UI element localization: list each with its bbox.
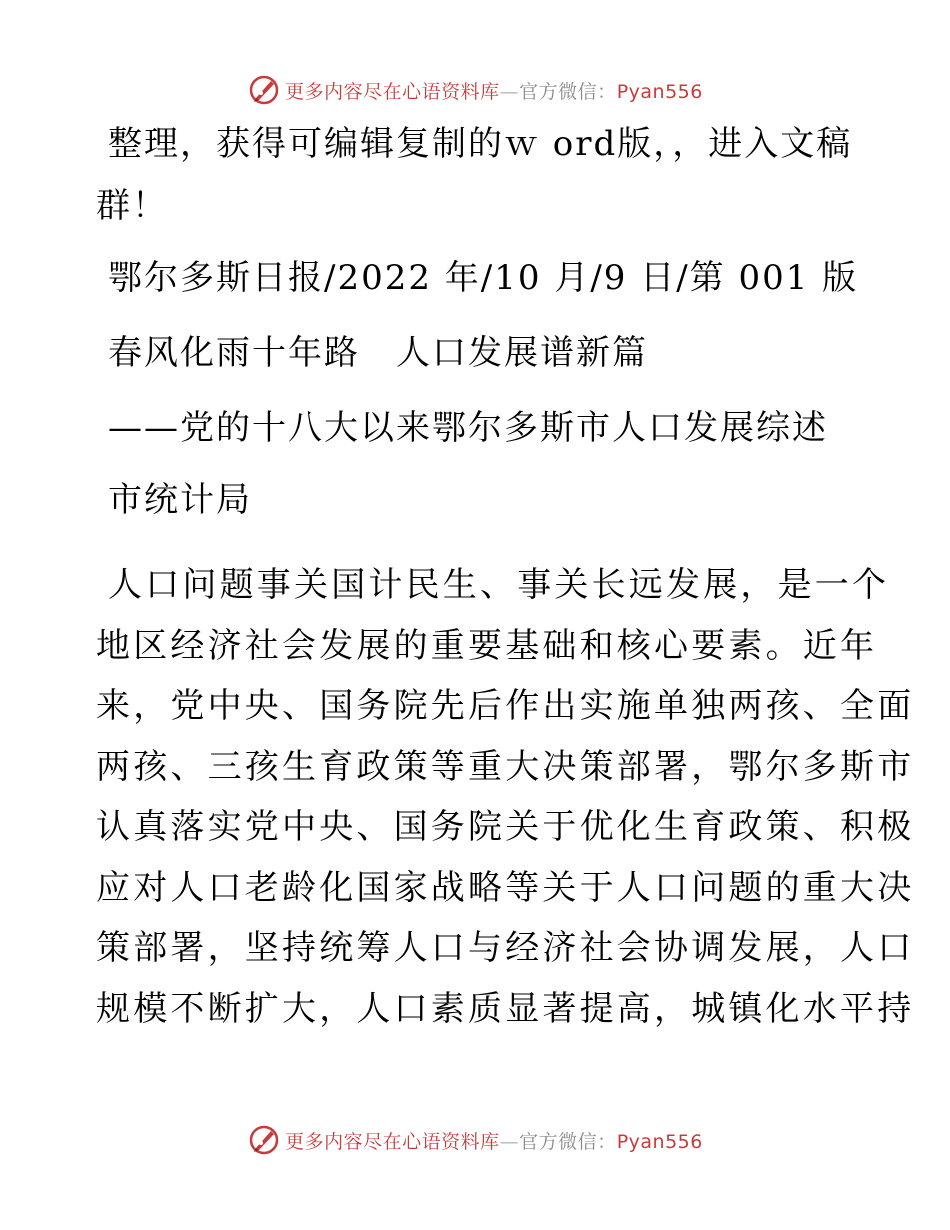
- quill-pen-logo-icon: [247, 1123, 281, 1157]
- intro-line-1: 整理，获得可编辑复制的ｗ ord版，，进入文稿: [108, 124, 853, 164]
- body-line: 应对人口老龄化国家战略等关于人口问题的重大决: [96, 867, 915, 908]
- banner-text: [285, 1127, 703, 1154]
- body-paragraph: [96, 555, 915, 1039]
- body-line: 来，党中央、国务院先后作出实施单独两孩、全面: [96, 686, 915, 726]
- source-line: 鄂尔多斯日报/2022 年/10 月/9 日/第 001 版: [108, 258, 859, 298]
- banner-wechat-label: 官方微信：: [519, 80, 617, 103]
- banner-dash: —: [499, 80, 520, 103]
- body-line: 认真落实党中央、国务院关于优化生育政策、积极: [96, 807, 915, 847]
- quill-pen-logo-icon: [247, 73, 281, 107]
- header-banner: [0, 70, 950, 110]
- banner-wechat-id: Pyan556: [616, 1130, 703, 1153]
- body-line: 地区经济社会发展的重要基础和核心要素。近年: [96, 625, 878, 666]
- body-line: 规模不断扩大，人口素质显著提高，城镇化水平持: [96, 988, 915, 1029]
- banner-wechat-id: Pyan556: [616, 80, 703, 103]
- banner-site-name: 更多内容尽在心语资料库: [285, 80, 500, 103]
- article-author: 市统计局: [108, 480, 252, 520]
- body-line: 两孩、三孩生育政策等重大决策部署，鄂尔多斯市: [96, 746, 915, 787]
- banner-text: [285, 77, 703, 104]
- banner-dash: —: [499, 1130, 520, 1153]
- footer-banner: [0, 1120, 950, 1160]
- body-line: 策部署，坚持统筹人口与经济社会协调发展，人口: [96, 928, 915, 968]
- banner-wechat-label: 官方微信：: [519, 1130, 617, 1153]
- banner-site-name: 更多内容尽在心语资料库: [285, 1130, 500, 1153]
- article-title: 春风化雨十年路 人口发展谱新篇: [108, 333, 648, 373]
- article-subtitle: ——党的十八大以来鄂尔多斯市人口发展综述: [108, 408, 828, 448]
- intro-line-2: 群！: [96, 186, 168, 226]
- body-line: 人口问题事关国计民生、事关长远发展，是一个: [108, 565, 890, 605]
